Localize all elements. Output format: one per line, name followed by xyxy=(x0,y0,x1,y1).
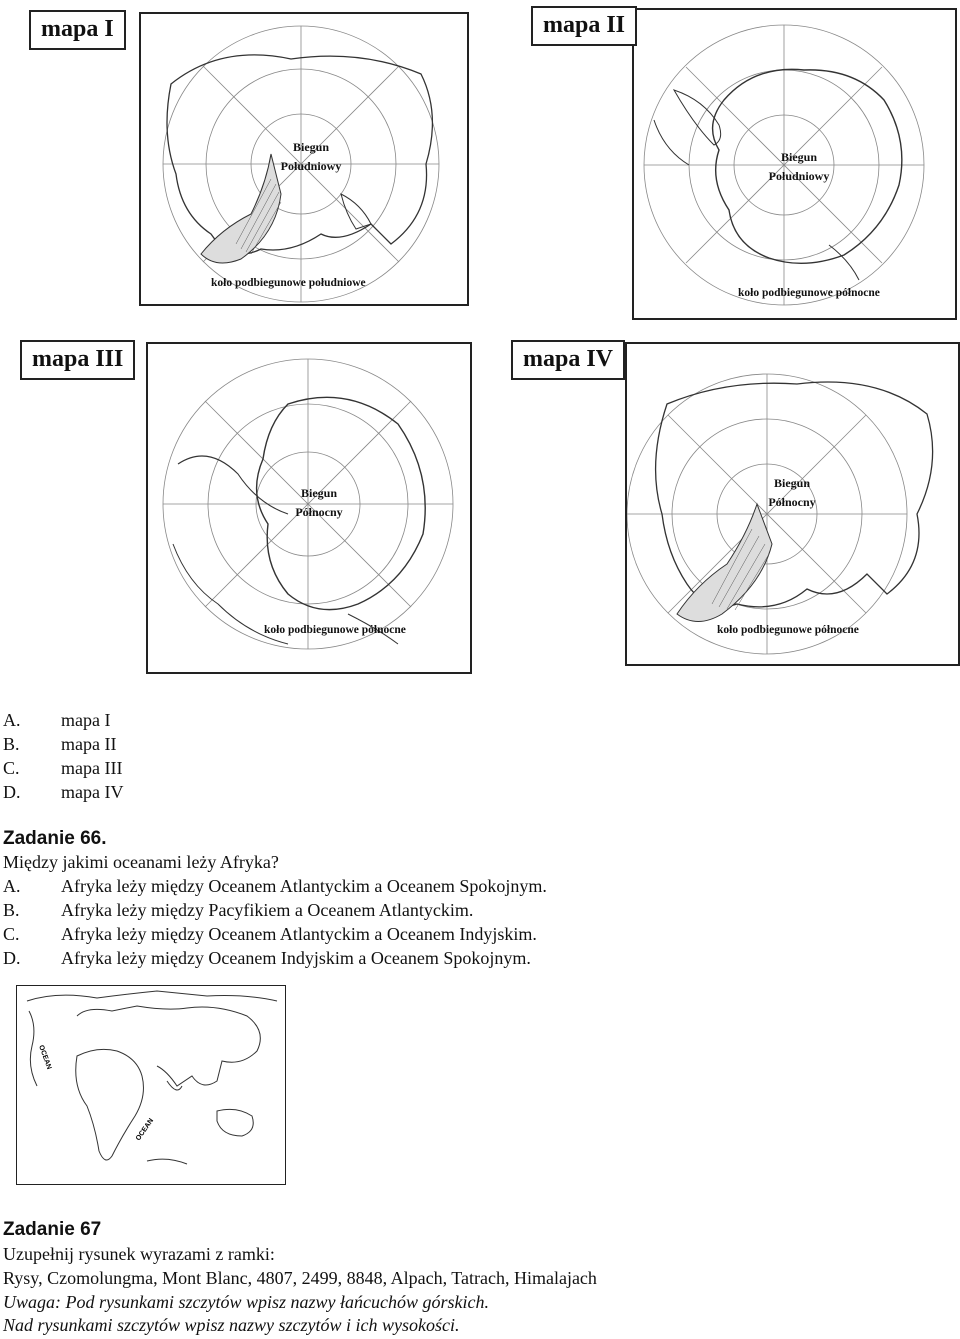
polar-circle-label: koło podbiegunowe północne xyxy=(717,624,859,636)
map-2 xyxy=(632,8,957,320)
map-3-label: mapa III xyxy=(20,340,135,380)
map-2-label: mapa II xyxy=(531,6,637,46)
q65-answer-a[interactable]: A. mapa I xyxy=(3,710,111,730)
ocean-label-2: OCEAN xyxy=(134,1117,156,1143)
q67-title: Zadanie 67 xyxy=(3,1219,102,1240)
q67-note-1: Uwaga: Pod rysunkami szczytów wpisz nazwy łańcuchów górskich. xyxy=(3,1292,489,1312)
q65-answer-d[interactable]: D. mapa IV xyxy=(3,782,124,802)
q67-note-2: Nad rysunkami szczytów wpisz nazwy szczytów i ich wysokości. xyxy=(3,1315,460,1335)
q66-answer-d[interactable]: D. Afryka leży między Oceanem Indyjskim a Oceanem Spokojnym. xyxy=(3,948,531,968)
pole-label: Biegun Północny xyxy=(768,476,816,509)
pole-label: Biegun Północny xyxy=(295,486,343,519)
q66-title: Zadanie 66. xyxy=(3,828,107,849)
map-1 xyxy=(139,12,469,306)
map-4 xyxy=(625,342,960,666)
pole-label: Biegun Południowy xyxy=(280,140,342,173)
q67-instruction: Uzupełnij rysunek wyrazami z ramki: xyxy=(3,1244,275,1264)
polar-circle-label: koło podbiegunowe północne xyxy=(264,624,406,636)
q67-word-list: Rysy, Czomolungma, Mont Blanc, 4807, 2499, 8848, Alpach, Tatrach, Himalajach xyxy=(3,1268,597,1288)
world-map xyxy=(16,985,286,1185)
q65-answer-c[interactable]: C. mapa III xyxy=(3,758,123,778)
pole-label: Biegun Południowy xyxy=(768,150,830,183)
q66-answer-a[interactable]: A. Afryka leży między Oceanem Atlantyckim a Oceanem Spokojnym. xyxy=(3,876,547,896)
q66-question: Między jakimi oceanami leży Afryka? xyxy=(3,852,279,872)
q66-answer-b[interactable]: B. Afryka leży między Pacyfikiem a Oceanem Atlantyckim. xyxy=(3,900,474,920)
polar-circle-label: koło podbiegunowe południowe xyxy=(211,277,366,289)
ocean-label-1: OCEAN xyxy=(37,1044,53,1071)
q66-answer-c[interactable]: C. Afryka leży między Oceanem Atlantyckim a Oceanem Indyjskim. xyxy=(3,924,537,944)
polar-circle-label: koło podbiegunowe północne xyxy=(738,287,880,299)
map-1-label: mapa I xyxy=(29,10,126,50)
world-map-drawing xyxy=(17,986,285,1184)
q65-answer-b[interactable]: B. mapa II xyxy=(3,734,117,754)
map-3 xyxy=(146,342,472,674)
map-4-label: mapa IV xyxy=(511,340,625,380)
